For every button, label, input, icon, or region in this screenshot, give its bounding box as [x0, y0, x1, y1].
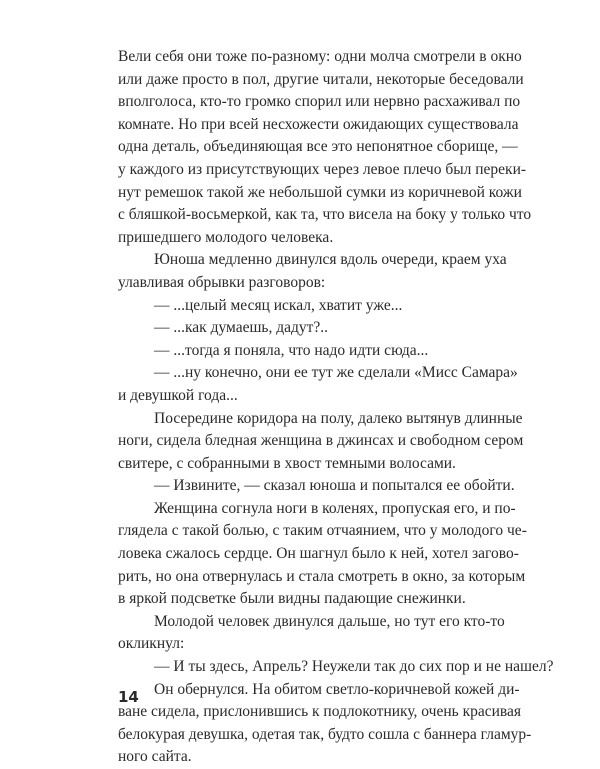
- text-line: с бляшкой-восьмеркой, как та, что висела на боку у только что: [118, 206, 532, 224]
- text-line: Юноша медленно двинулся вдоль очереди, краем уха: [154, 251, 507, 269]
- text-line: свитере, с собранными в хвост темными волосами.: [118, 454, 456, 472]
- text-line: или даже просто в пол, другие читали, некоторые беседовали: [118, 70, 524, 88]
- text-line: — ...целый месяц искал, хватит уже...: [154, 296, 403, 314]
- text-line: глядела с такой болью, с таким отчаянием, что у молодого че-: [118, 522, 527, 540]
- text-line: у каждого из присутствующих через левое плечо был переки-: [118, 160, 527, 178]
- text-line: Он обернулся. На обитом светло-коричневой кожей ди-: [154, 680, 520, 698]
- text-line: нут ремешок такой же небольшой сумки из коричневой кожи: [118, 183, 522, 201]
- text-line: Молодой человек двинулся дальше, но тут его кто-то: [154, 612, 505, 630]
- text-line: ване сидела, прислонившись к подлокотнику, очень красивая: [118, 703, 522, 721]
- page-number: 14: [118, 688, 139, 706]
- text-line: ного сайта.: [118, 748, 192, 766]
- text-line: — И ты здесь, Апрель? Неужели так до сих пор и не нашел?: [154, 658, 554, 676]
- text-line: — ...как думаешь, дадут?..: [154, 319, 329, 337]
- text-line: ловека сжалось сердце. Он шагнул было к ней, хотел загово-: [118, 545, 519, 563]
- text-line: Посередине коридора на полу, далеко вытянув длинные: [154, 409, 523, 427]
- text-line: белокурая девушка, одетая так, будто сошла с баннера гламур-: [118, 725, 532, 743]
- text-line: пришедшего молодого человека.: [118, 228, 334, 246]
- text-line: в яркой подсветке были видны падающие снежинки.: [118, 590, 466, 608]
- text-line: вполголоса, кто-то громко спорил или нервно расхаживал по: [118, 93, 521, 111]
- text-line: — Извините, — сказал юноша и попытался ее обойти.: [154, 477, 515, 495]
- text-line: и девушкой года...: [118, 386, 238, 404]
- text-line: Женщина согнула ноги в коленях, пропуская его, и по-: [154, 499, 516, 517]
- text-line: рить, но она отвернулась и стала смотреть в окно, за которым: [118, 567, 526, 585]
- text-line: Вели себя они тоже по-разному: одни молча смотрели в окно: [118, 48, 522, 65]
- text-line: ноги, сидела бледная женщина в джинсах и свободном сером: [118, 432, 524, 450]
- text-line: — ...тогда я поняла, что надо идти сюда...: [154, 341, 429, 359]
- text-line: — ...ну конечно, они ее тут же сделали «Мисс Самара»: [154, 364, 518, 382]
- text-line: одна деталь, объединяющая все это непонятное сборище, —: [118, 138, 518, 156]
- text-line: комнате. Но при всей несхожести ожидающих существовала: [118, 115, 519, 133]
- text-line: улавливая обрывки разговоров:: [118, 273, 326, 291]
- text-line: окликнул:: [118, 635, 185, 653]
- body-text: [118, 46, 554, 769]
